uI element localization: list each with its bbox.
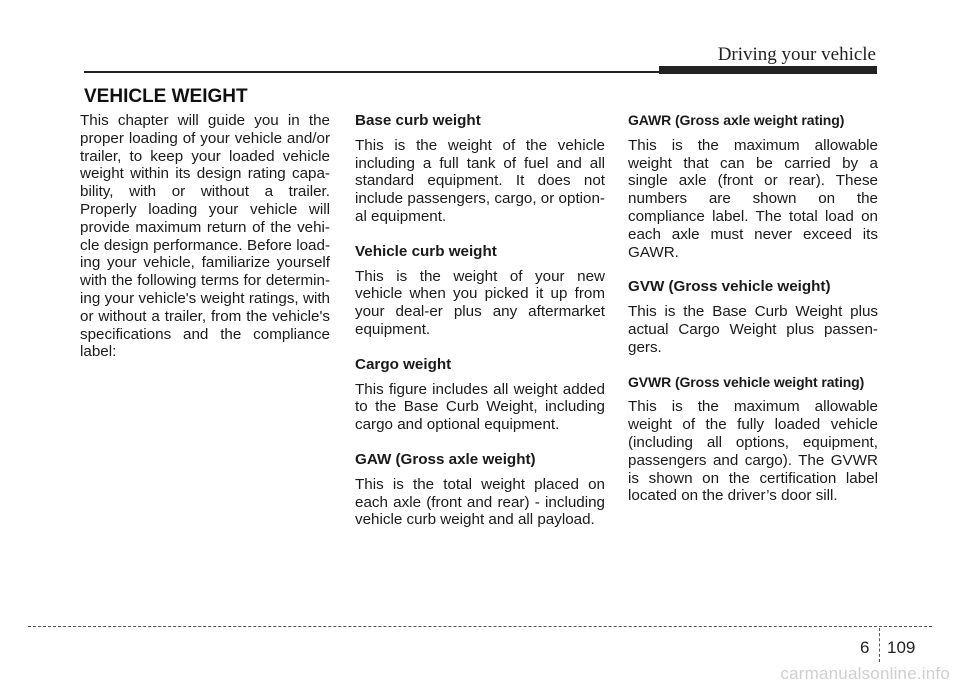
term-heading: GAWR (Gross axle weight rating) [628,112,845,128]
term-heading: Cargo weight [355,355,452,373]
term-vehicle-curb-weight [355,243,605,339]
term-heading: Vehicle curb weight [355,242,497,260]
term-body: This is the weight of your new vehicle when you picked it up from your deal-er plus any aftermarket equipment. [355,267,605,338]
page-number: 109 [887,638,916,657]
header-rule [84,71,661,73]
term-body: This is the maximum allowable weight of the fully loaded vehicle (including all options, equipment, passengers and cargo). The GVWR is shown on the certification label located on the driver’s door sill. [628,398,878,505]
term-heading: GVWR (Gross vehicle weight rating) [628,373,865,390]
term-gvw [628,278,878,356]
term-gawr [628,112,878,261]
intro-paragraph: This chapter will guide you in the proper loading of your vehicle and/or trailer, to keep your loaded vehicle weight within its design rating capa-bility, with or without a trailer. Properly loading your vehicle will provide maximum return of the vehi-cle design performance. Before load-ing your vehicle, familiarize yourself with the following terms for determin-ing your vehicle's weight ratings, with or without a trailer, from the vehicle's specifications and the compliance label: [80,112,330,361]
term-gaw [355,451,605,529]
term-base-curb-weight [355,112,605,226]
term-heading: Base curb weight [355,112,481,129]
watermark: carmanualsonline.info [780,664,950,683]
running-header: Driving your vehicle [717,44,876,65]
term-body: This is the total weight placed on each axle (front and rear) - including vehicle curb weight and all payload. [355,475,605,529]
term-body: This is the weight of the vehicle including a full tank of fuel and all standard equipment. It does not include passengers, cargo, or option-al equipment. [355,136,605,225]
header-rule-accent [659,66,877,74]
chapter-number: 6 [860,638,870,657]
term-body: This is the maximum allowable weight that can be carried by a single axle (front or rear). These numbers are shown on the compliance label. The total load on each axle must never exceed its GAWR. [628,136,878,261]
page-number-divider [879,628,880,662]
term-heading: GVW (Gross vehicle weight) [628,278,831,296]
column-2 [355,112,605,546]
footer-divider [28,626,932,627]
section-title: VEHICLE WEIGHT [84,86,248,107]
column-3 [628,112,878,522]
term-cargo-weight [355,356,605,434]
term-gvwr [628,374,878,506]
term-body: This figure includes all weight added to the Base Curb Weight, including cargo and optional equipment. [355,380,605,434]
term-heading: GAW (Gross axle weight) [355,450,536,468]
column-1 [80,112,330,361]
term-body: This is the Base Curb Weight plus actual Cargo Weight plus passen-gers. [628,303,878,356]
